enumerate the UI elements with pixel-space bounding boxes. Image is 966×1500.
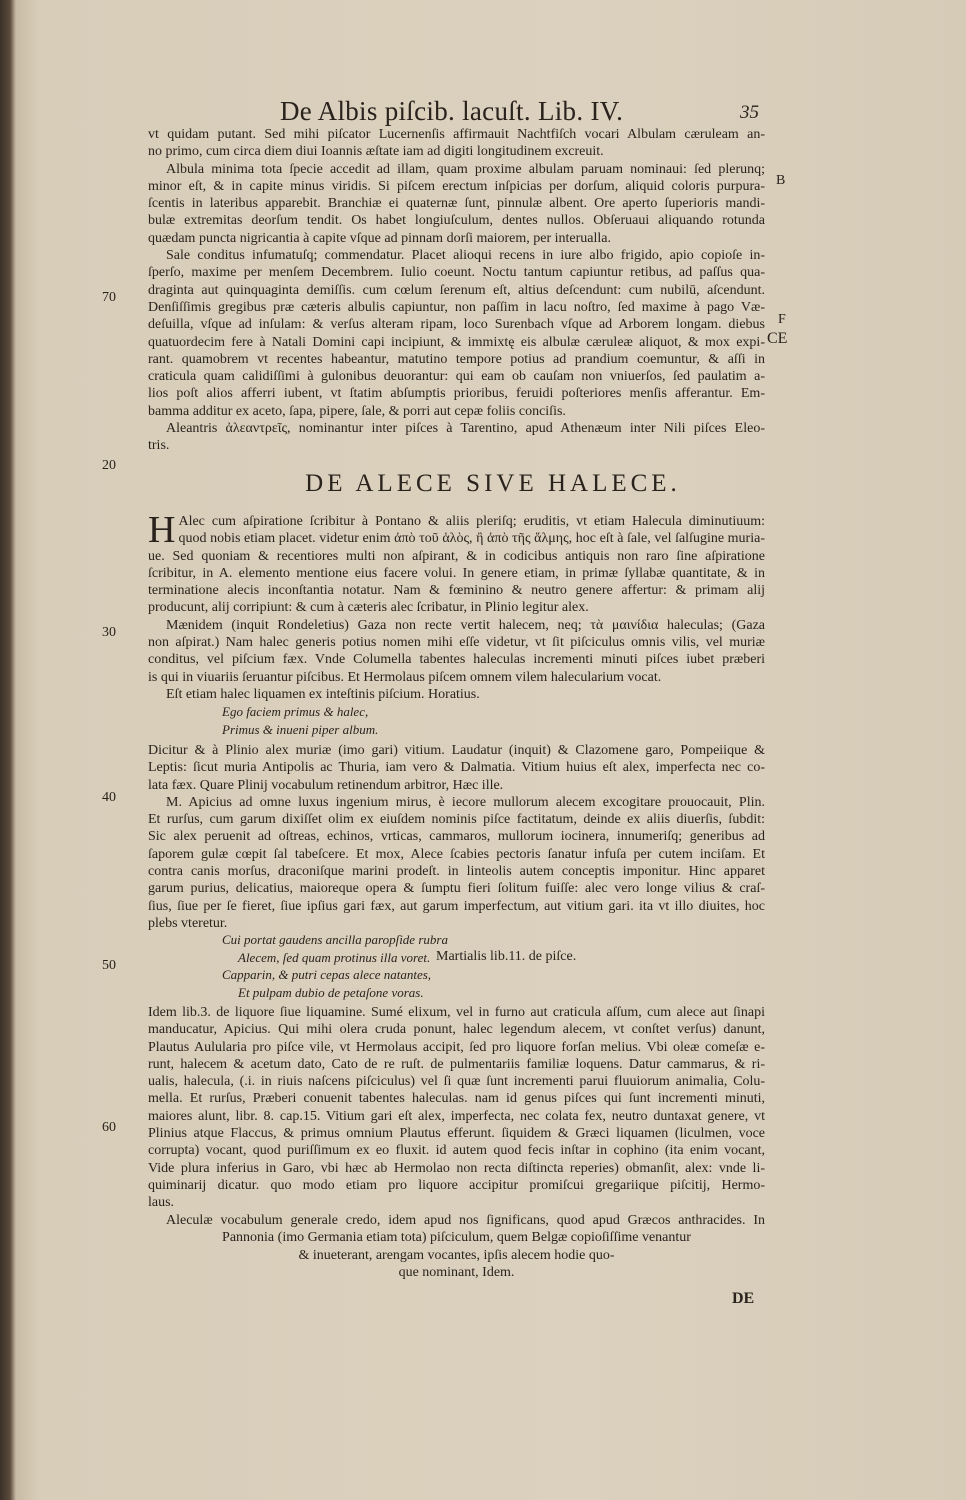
text-line: quædam puncta nigricantia à capite vſque ad pinnam dorſi maiorem, per interualla. [148, 230, 612, 246]
drop-cap: H [148, 509, 176, 551]
text-line: Et rurſus, cum garum dixiſſet olim ex eiuſdem nominis piſce factitatum, deinde ex aliis diuerſis, ſubdit: [148, 812, 765, 828]
text-line: terminatione alecis inconſtantia notatur. Nam & fœminino & neutro genere affertur: & primam alij [148, 583, 765, 599]
verse-horatius [222, 703, 378, 738]
text-line: vt quidam putant. Sed mihi piſcator Lucernenſis affirmauit Nachtfiſch vocari Albulam cæruleam an- [148, 127, 765, 142]
section-alece-text [148, 509, 765, 703]
section-title: DE ALECE SIVE HALECE. [305, 470, 681, 497]
text-line: draginta aut quinquaginta demiſſis. cum cœlum ſerenum eſt, altius deſcendunt: cum nubilū, aſcendunt. [148, 282, 765, 298]
verse-martialis [222, 931, 448, 1001]
text-line: bulæ extremitas deorſum tendit. Os habet longiuſculum, dentes nullos. Obſeruaui aliquando rotunda [148, 213, 765, 229]
line-number-40: 40 [102, 790, 116, 805]
text-line: Alec cum aſpiratione ſcribitur à Pontano & aliis pleriſq; eruditis, vt etiam Halecula diminutiuum: [178, 514, 765, 529]
text-line: conditus, vel piſcium fæx. Vnde Columella tabentes haleculas incrementi minuti piſces iubet præberi [148, 652, 765, 668]
text-line: ſcentis in lateribus apparebit. Branchiæ ei quaternæ ſunt, pinnulæ albent. Ore aperto ſuperioris mandi- [148, 196, 765, 212]
text-line: Eſt etiam halec liquamen ex inteſtinis piſcium. Horatius. [166, 686, 480, 702]
text-line: Aleculæ vocabulum generale credo, idem apud nos ſignificans, quod apud Græcos anthracides. In [166, 1213, 765, 1228]
margin-letter-b: B [776, 173, 786, 188]
text-line: Idem lib.3. de liquore ſiue liquamine. Sumé elixum, vel in furno aut craticula aſſum, cum alece aut ſinapi [148, 1005, 765, 1020]
text-line: contra canis morſus, draconiſque marini prodeſt. in linteolis autem conceptis imponitur. Hinc apparet [148, 864, 765, 880]
text-line: Dicitur & à Plinio alex muriæ (imo gari) vitium. Laudatur (inquit) & Clazomene garo, Pompeiique & [148, 743, 765, 758]
text-line: quatuordecim fere à Natali Domini capi incipiunt, & immixtę eis albulæ cæruleæ aliquot, & mox expi- [148, 334, 765, 350]
text-line: quod nobis etiam placet. videtur enim ἀπὸ τοῦ ἁλὸς, ἢ ἀπὸ τῆς ἅλμης, hoc eſt à ſale, vel ſalſugine muria- [178, 531, 765, 547]
text-line: ualis, halecula, (.i. in riuis naſcens piſciculus) vel ſi quæ ſunt incrementi parui fluuiorum animalia, Colu- [148, 1074, 765, 1090]
text-line: Vide plura inferius in Garo, vbi hæc ab Hermolao non recta diſtincta reperies) obmanſit, alex: vnde li- [148, 1160, 765, 1176]
line-number-50: 50 [102, 958, 116, 973]
text-line: Mænidem (inquit Rondeletius) Gaza non recte vertit halecem, neq; τὰ μαινίδια haleculas; (Gaza [166, 617, 765, 633]
line-number-30: 30 [102, 625, 116, 640]
closing-paragraph [148, 1212, 765, 1281]
text-line: & inueterant, arengam vocantes, ipſis alecem hodie quo- [298, 1247, 615, 1263]
text-line: ſius, ſiue per ſe fieret, ſiue ipſius gari fæx, aut garum imperfectum, aut vitium gari. ita vt illo diuites, hoc [148, 898, 765, 914]
text-line: Plautus Aulularia pro piſce vile, vt Hermolaus accipit, ſed pro liquore forſan melius. Vbi oleæ comeſæ e- [148, 1039, 765, 1055]
text-line: bamma additur ex aceto, ſapa, pipere, ſale, & porri aut cepæ foliis conciſis. [148, 403, 566, 419]
text-line: ſperſo, maxime per menſem Decembrem. Iulio coeunt. Noctu tantum capiuntur retibus, ad paſſus qua- [148, 265, 765, 281]
section-plinius-text [148, 742, 765, 932]
text-line: craticula quam calidiſſimi à gulonibus deuorantur: qui eam ob cauſam non vniuerſos, ſed paulatim a- [148, 369, 765, 385]
text-line: M. Apicius ad omne luxus ingenium mirus, è iecore mullorum alecem excogitare prouocauit, Plin. [166, 794, 765, 810]
text-line: que nominant, Idem. [398, 1264, 515, 1280]
section-albula-text [148, 126, 765, 455]
text-line: ſcribitur, in A. elemento mentione eius facere volui. In genere etiam, in primæ ſyllabæ quantitate, & in [148, 565, 765, 581]
verse-line: Alecem, ſed quam protinus illa voret. [238, 949, 431, 965]
text-line: Leptis: ſicut muria Antipolis ac Thuria, iam vero & Dalmatia. Vitium huius eſt alex, imperfecta nec co- [148, 760, 765, 776]
verse-line: Ego faciem primus & halec, [222, 704, 369, 719]
verse-line: Cui portat gaudens ancilla paropſide rubra [222, 932, 448, 947]
section-idem-text [148, 1004, 765, 1212]
text-line: Pannonia (imo Germania etiam tota) piſciculum, quem Belgæ copioſiſſime venantur [222, 1230, 691, 1246]
verse-line: Capparin, & putri cepas alece natantes, [222, 967, 432, 982]
text-line: Albula minima tota ſpecie accedit ad illam, quam proxime albulam paruam nominaui: ſed plerunq; [166, 161, 765, 177]
text-line: no primo, cum circa diem diui Ioannis æſtate iam ad digiti longitudinem excreuit. [148, 144, 604, 160]
text-line: manducatur, Apicius. Qui mihi olera cruda ponunt, halec legendum alecem, vt conſtet verſus) danunt, [148, 1022, 765, 1038]
text-line: tris. [148, 438, 170, 454]
verse-line: Primus & inueni piper album. [222, 721, 379, 737]
text-line: quiminarij dicatur. quo modo etiam pro liquore accipitur promiſcui gregariique piſcitij, Hermo- [148, 1177, 765, 1193]
text-line: Denſiſſimis gregibus præ cæteris albulis capiuntur, non paſſim in lacu noſtro, ſed maxime à pago Væ- [148, 299, 765, 315]
text-line: laus. [148, 1195, 175, 1211]
text-line: lios poſt alios afferri iubent, vt ſtatim abſumptis prioribus, feruidi poſteriores menſis afferantur. Em- [148, 386, 765, 402]
line-number-20: 20 [102, 458, 116, 473]
text-line: runt, halecem & acetum dato, Cato de re ruſt. de pulmentariis familiæ loquens. Datur cammarus, & ri- [148, 1056, 765, 1072]
page-number: 35 [740, 102, 759, 123]
verse-source: Martialis lib.11. de piſce. [436, 949, 577, 964]
text-line: producunt, alij corripiunt: & cum à cæteris alec ſcribatur, in Plinio legitur alex. [148, 600, 589, 616]
text-line: plebs vteretur. [148, 915, 228, 931]
text-line: minor eſt, & in capite minus viridis. Si piſcem erectum inſpicias per dorſum, aliquid coloris purpura- [148, 178, 765, 194]
text-line: deſuilla, vſque ad inſulam: & verſus alteram ripam, loco Surenbach vſque ad Arborem longam. diebus [148, 317, 765, 333]
running-header: De Albis piſcib. lacuſt. Lib. IV. [280, 96, 624, 126]
margin-letters-ce: CE [767, 330, 788, 347]
text-line: corrupta) vocant, quod puriſſimum ex eo fluxit. id autem quod fecis inſtar in cophino (ita enim vocant, [148, 1143, 765, 1159]
text-line: is qui in viuariis ſeruantur piſcibus. Et Hermolaus piſcem omnem vilem halecularium vocat. [148, 669, 662, 685]
text-line: mella. Et rurſus, Præberi conuenit tabentes haleculas. nam id genus piſces qui ſunt incrementi minuti, [148, 1091, 765, 1107]
catchword: DE [732, 1290, 755, 1307]
margin-letter-f: F [778, 312, 786, 327]
line-number-60: 60 [102, 1120, 116, 1135]
line-number-70: 70 [102, 290, 116, 305]
text-line: ue. Sed quoniam & recentiores multi non aſpirant, & in codicibus antiquis non raro ſine aſpiratione [148, 548, 765, 564]
text-line: non aſpirat.) Nam halec generis potius nomen mihi eſſe videtur, vt ſit piſciculus omnis vilis, vel muriæ [148, 635, 765, 651]
text-line: maiores alunt, libr. 8. cap.15. Vitium gari eſt alex, imperfecta, nec colata fex, neutro duntaxat genere, vt [148, 1108, 765, 1124]
text-line: Sale conditus infumatuſq; commendatur. Placet alioqui recens in iure albo frigido, apio copioſe in- [166, 248, 765, 264]
verse-line: Et pulpam dubio de petaſone voras. [238, 984, 424, 1000]
text-line: ſaporem gulæ cœpit ſal tabeſcere. Et mox, Alece ſcabies pectoris ſanatur infuſa per cutem inciſam. Et [148, 846, 765, 862]
text-line: Aleantris ἀλεαντρεῖς, nominantur inter piſces à Tarentino, apud Athenæum inter Nili piſces Eleo- [166, 421, 765, 437]
text-line: Sic alex peruenit ad oſtreas, echinos, vrticas, cammaros, mullorum iocinera, innumeriſq; generibus ad [148, 829, 765, 845]
text-line: Plinius atque Flaccus, & primus omnium Plautus efferunt. ſiquidem & Græci liquamen (liculmen, voce [148, 1126, 765, 1142]
text-line: lata fæx. Quare Plinij vocabulum retinendum arbitror, Hæc ille. [148, 777, 504, 793]
text-line: garum purius, delicatius, maioreque opera & ſumptu fieri ſolitum fuiſſe: alec vero longe vilius & craſ- [148, 881, 765, 897]
text-line: rant. quamobrem vt recentes habeantur, matutino tempore potius ad prandium coemuntur, & aſſi in [148, 351, 765, 367]
